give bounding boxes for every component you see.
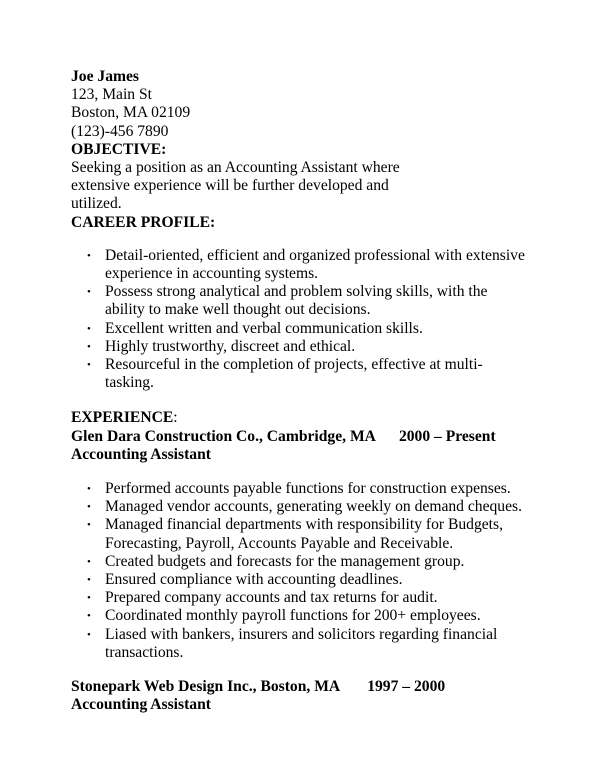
list-item (71, 338, 541, 356)
list-item (71, 356, 493, 392)
job-duty-text: Performed accounts payable functions for construction expenses. (105, 480, 511, 498)
career-profile-list (71, 247, 541, 393)
job-title: Accounting Assistant (71, 696, 211, 714)
bullet-icon: • (87, 555, 91, 568)
experience-heading: EXPERIENCE (71, 409, 174, 427)
bullet-icon: • (87, 286, 91, 299)
bullet-icon: • (87, 574, 91, 587)
job-entry (71, 428, 541, 662)
experience-section (71, 409, 541, 714)
list-item (71, 498, 541, 516)
career-profile-section (71, 214, 541, 393)
list-item (71, 553, 541, 571)
bullet-icon: • (87, 519, 91, 532)
career-profile-item-text: Highly trustworthy, discreet and ethical. (105, 337, 356, 355)
job-duty-text: Liased with bankers, insurers and solicitors regarding financial transactions. (105, 625, 498, 661)
job-duty-text: Managed financial departments with responsibility for Budgets, Forecasting, Payroll, Accounts Payable and Receivable. (105, 516, 503, 552)
career-profile-heading: CAREER PROFILE: (71, 213, 216, 231)
job-duty-text: Prepared company accounts and tax returns for audit. (105, 589, 438, 607)
bullet-icon: • (87, 359, 91, 372)
objective-heading: OBJECTIVE: (71, 140, 167, 158)
career-profile-item-text: Excellent written and verbal communication skills. (105, 319, 423, 337)
bullet-icon: • (87, 501, 91, 514)
job-duty-text: Coordinated monthly payroll functions for 200+ employees. (105, 607, 481, 625)
job-duties-list (71, 480, 541, 662)
bullet-icon: • (87, 610, 91, 623)
list-item (71, 607, 541, 625)
job-company: Glen Dara Construction Co., Cambridge, MA (71, 427, 376, 445)
list-item (71, 571, 541, 589)
experience-heading-line (71, 409, 541, 427)
job-duty-text: Created budgets and forecasts for the management group. (105, 552, 465, 570)
job-entry (71, 678, 541, 714)
job-title: Accounting Assistant (71, 445, 211, 463)
bullet-icon: • (87, 249, 91, 262)
job-duty-text: Ensured compliance with accounting deadlines. (105, 571, 403, 589)
bullet-icon: • (87, 628, 91, 641)
bullet-icon: • (87, 592, 91, 605)
list-item (71, 516, 525, 552)
list-item (71, 320, 541, 338)
career-profile-item-text: Possess strong analytical and problem solving skills, with the ability to make well thought out decisions. (105, 283, 488, 319)
job-dates: 2000 – Present (398, 427, 496, 445)
job-dates: 1997 – 2000 (367, 678, 446, 696)
phone-number: (123)-456 7890 (71, 122, 169, 140)
contact-block (71, 68, 541, 141)
bullet-icon: • (87, 483, 91, 496)
address-city: Boston, MA 02109 (71, 104, 191, 122)
job-header (71, 678, 541, 696)
objective-text: Seeking a position as an Accounting Assistant where extensive experience will be further developed and utilized. (71, 159, 400, 213)
career-profile-item-text: Detail-oriented, efficient and organized professional with extensive experience in accounting systems. (105, 246, 525, 283)
job-header (71, 428, 541, 446)
career-profile-item-text: Resourceful in the completion of projects, effective at multi-tasking. (105, 356, 483, 392)
candidate-name: Joe James (71, 68, 139, 85)
list-item (71, 589, 541, 607)
resume-page (71, 68, 541, 715)
list-item (71, 247, 525, 283)
job-company: Stonepark Web Design Inc., Boston, MA (71, 678, 341, 696)
list-item (71, 480, 541, 498)
address-street: 123, Main St (71, 86, 153, 104)
list-item (71, 283, 495, 319)
list-item (71, 626, 520, 662)
job-duty-text: Managed vendor accounts, generating weekly on demand cheques. (105, 498, 522, 516)
experience-heading-colon: : (173, 409, 178, 427)
bullet-icon: • (87, 340, 91, 353)
bullet-icon: • (87, 322, 91, 335)
objective-section (71, 141, 541, 214)
